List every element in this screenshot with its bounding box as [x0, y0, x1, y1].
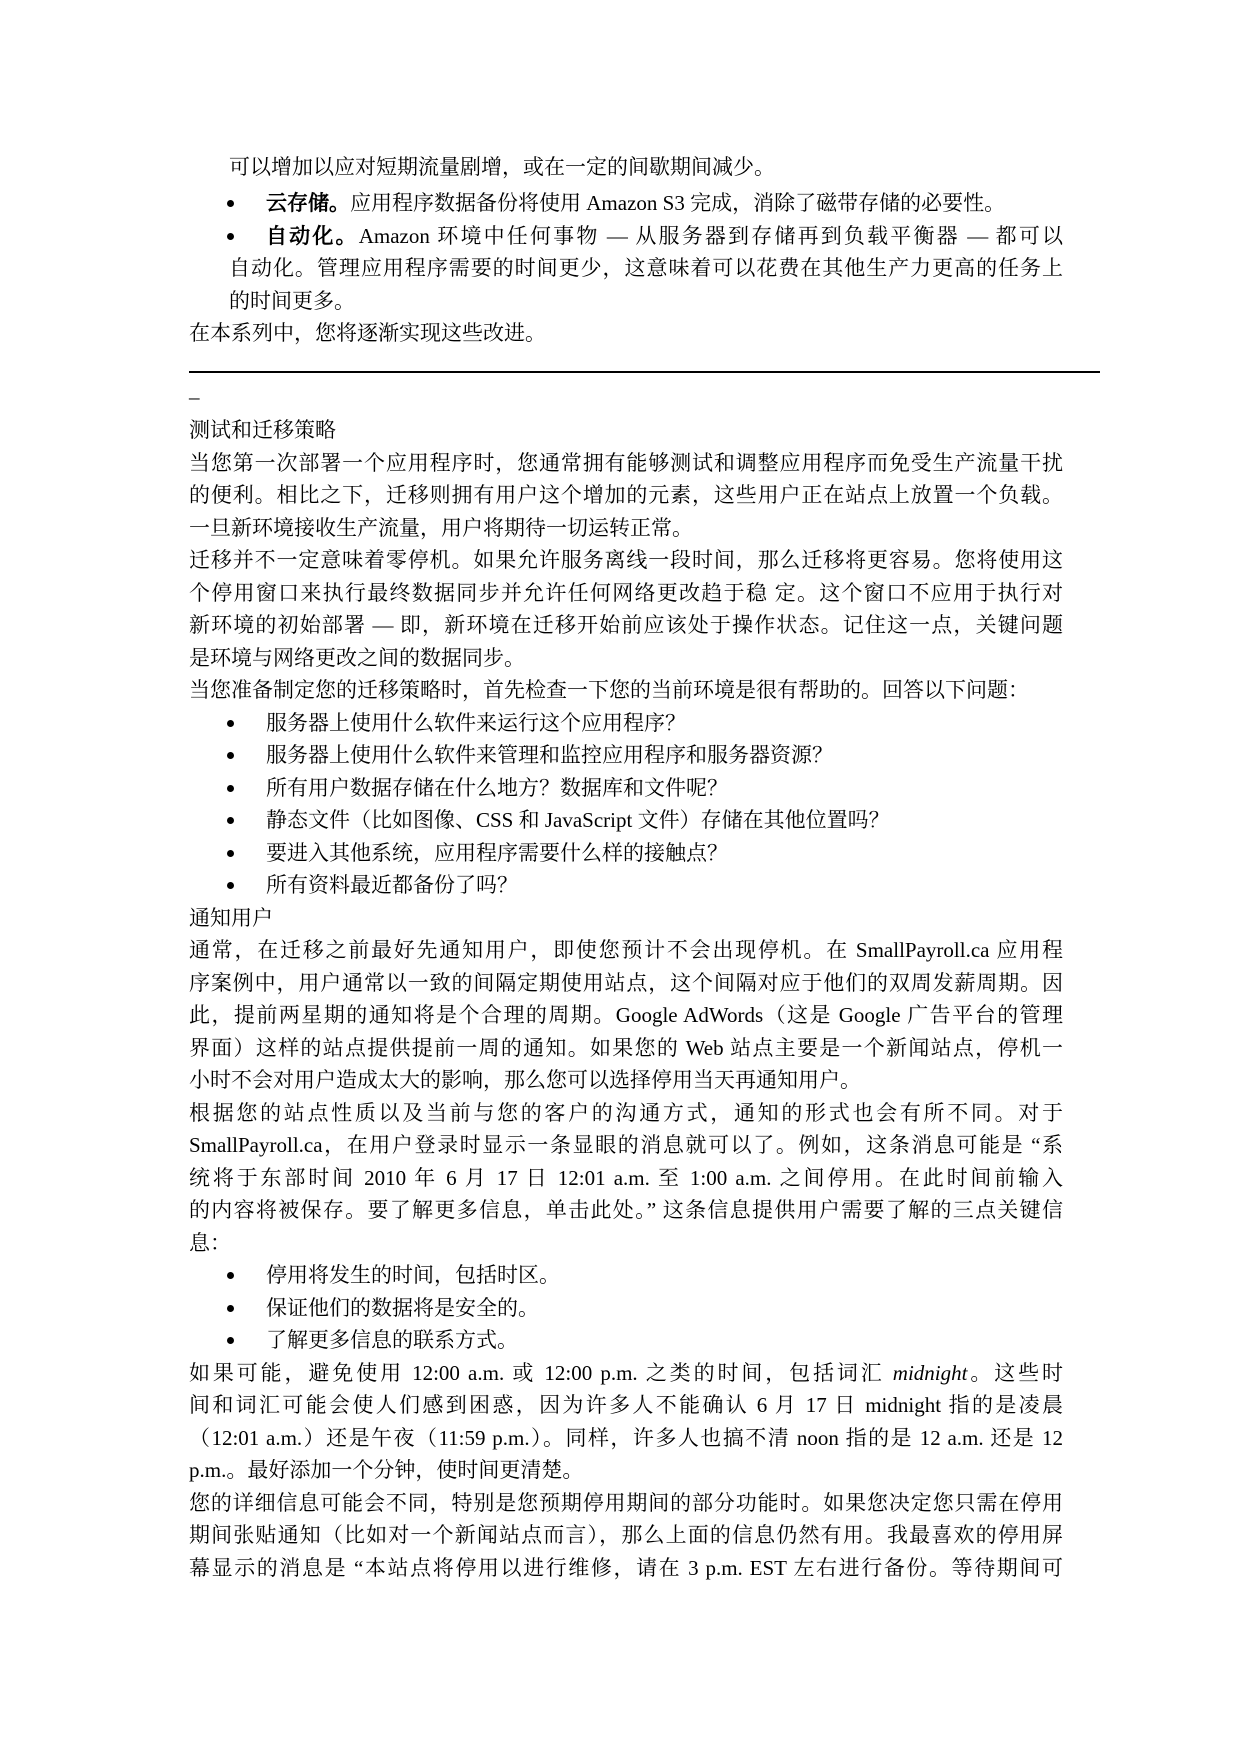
- main-section: [189, 414, 1063, 1584]
- paragraph-line: 的内容将被保存。要了解更多信息，单击此处。” 这条信息提供用户需要了解的三点关键信: [189, 1198, 1063, 1222]
- list-item: [189, 869, 1063, 902]
- text-run: 如果可能，避免使用 12:00 a.m. 或 12:00 p.m. 之类的时间，包括词汇: [189, 1360, 893, 1385]
- bullet-icon: [227, 850, 234, 857]
- paragraph-line: 的便利。相比之下，迁移则拥有用户这个增加的元素，这些用户正在站点上放置一个负载。: [189, 483, 1063, 507]
- paragraph-line: 幕显示的消息是 “本站点将停用以进行维修，请在 3 p.m. EST 左右进行备份。等待期间可: [189, 1555, 1063, 1580]
- bullet-icon: [227, 720, 234, 727]
- paragraph-line: 界面）这样的站点提供提前一周的通知。如果您的 Web 站点主要是一个新闻站点，停机一: [189, 1035, 1063, 1060]
- paragraph-line: 是环境与网络更改之间的数据同步。: [189, 645, 525, 670]
- paragraph-line: 当您第一次部署一个应用程序时，您通常拥有能够测试和调整应用程序而免受生产流量干扰: [189, 450, 1063, 475]
- paragraph-line: 统将于东部时间 2010 年 6 月 17 日 12:01 a.m. 至 1:00 a.m. 之间停用。在此时间前输入: [189, 1165, 1063, 1190]
- list-item-text: 服务器上使用什么软件来管理和监控应用程序和服务器资源？: [266, 743, 833, 767]
- list-item: [189, 772, 1063, 805]
- section-heading: 通知用户: [189, 905, 273, 930]
- list-item: [189, 1292, 1063, 1325]
- list-item-text: 所有资料最近都备份了吗？: [266, 873, 518, 897]
- list-item-automation: [189, 220, 1063, 253]
- paragraph-line: 新环境的初始部署 — 即，新环境在迁移开始前应该处于操作状态。记住这一点，关键问题: [189, 613, 1063, 637]
- paragraph-line: [189, 1357, 1063, 1390]
- list-item-text: 要进入其他系统，应用程序需要什么样的接触点？: [266, 840, 728, 865]
- bullet-icon: [227, 1337, 234, 1344]
- paragraph-line: 一旦新环境接收生产流量，用户将期待一切运转正常。: [189, 515, 693, 540]
- italic-term: midnight: [892, 1360, 968, 1385]
- list-item-text: 停用将发生的时间，包括时区。: [266, 1263, 560, 1287]
- bullet-icon: [227, 817, 234, 824]
- anchor-mark: _: [189, 378, 200, 402]
- paragraph-line: 通常，在迁移之前最好先通知用户，即使您预计不会出现停机。在 SmallPayroll.ca 应用程: [189, 938, 1063, 962]
- paragraph-line: 在本系列中，您将逐渐实现这些改进。: [189, 321, 546, 345]
- paragraph-line: SmallPayroll.ca，在用户登录时显示一条显眼的消息就可以了。例如，这条消息可能是 “系: [189, 1133, 1063, 1157]
- paragraph-line: 序案例中，用户通常以一致的间隔定期使用站点，这个间隔对应于他们的双周发薪周期。因: [189, 970, 1063, 995]
- text-run: 。这些时: [967, 1360, 1063, 1385]
- list-item: [189, 1324, 1063, 1357]
- list-item-text: 应用程序数据备份将使用 Amazon S3 完成，消除了磁带存储的必要性。: [350, 191, 1006, 215]
- paragraph-line: 个停用窗口来执行最终数据同步并允许任何网络更改趋于稳 定。这个窗口不应用于执行对: [189, 580, 1063, 605]
- paragraph-line: 迁移并不一定意味着零停机。如果允许服务离线一段时间，那么迁移将更容易。您将使用这: [189, 548, 1063, 572]
- list-item: [189, 707, 1063, 740]
- paragraph-line: 小时不会对用户造成太大的影响，那么您可以选择停用当天再通知用户。: [189, 1068, 861, 1092]
- list-item-text: 所有用户数据存储在什么地方？数据库和文件呢？: [266, 775, 728, 800]
- list-item-term: 云存储。: [266, 191, 350, 215]
- horizontal-rule: [189, 371, 1100, 373]
- list-item-continuation: 的时间更多。: [229, 288, 355, 313]
- paragraph-line: 期间张贴通知（比如对一个新闻站点而言），那么上面的信息仍然有用。我最喜欢的停用屏: [189, 1523, 1063, 1547]
- bullet-icon: [227, 233, 234, 240]
- paragraph-line: 您的详细信息可能会不同，特别是您预期停用期间的部分功能时。如果您决定您只需在停用: [189, 1490, 1063, 1515]
- bullet-continuation-line: 可以增加以应对短期流量剧增，或在一定的间歇期间减少。: [229, 155, 775, 179]
- bullet-icon: [227, 882, 234, 889]
- paragraph-line: （12:01 a.m.）还是午夜（11:59 p.m.）。同样，许多人也搞不清 noon 指的是 12 a.m. 还是 12: [189, 1425, 1063, 1450]
- intro-section: [189, 151, 1063, 350]
- list-item: [189, 837, 1063, 870]
- paragraph-line: 此，提前两星期的通知将是个合理的周期。Google AdWords（这是 Google 广告平台的管理: [189, 1003, 1063, 1027]
- bullet-icon: [227, 200, 234, 207]
- list-item-continuation: 自动化。管理应用程序需要的时间更少，这意味着可以花费在其他生产力更高的任务上: [229, 256, 1063, 280]
- paragraph-line: p.m.。最好添加一个分钟，使时间更清楚。: [189, 1458, 584, 1482]
- list-item-text: 服务器上使用什么软件来运行这个应用程序？: [266, 710, 686, 735]
- paragraph-line: 根据您的站点性质以及当前与您的客户的沟通方式，通知的形式也会有所不同。对于: [189, 1100, 1063, 1125]
- list-item-text: Amazon 环境中任何事物 — 从服务器到存储再到负载平衡器 — 都可以: [358, 223, 1063, 248]
- list-item-cloud-storage: [189, 187, 1063, 220]
- paragraph-line: 息：: [189, 1230, 231, 1255]
- paragraph-line: 当您准备制定您的迁移策略时，首先检查一下您的当前环境是很有帮助的。回答以下问题：: [189, 678, 1029, 702]
- list-item-text: 了解更多信息的联系方式。: [266, 1328, 518, 1352]
- bullet-icon: [227, 752, 234, 759]
- list-item-term: 自动化。: [266, 223, 359, 248]
- bullet-icon: [227, 785, 234, 792]
- list-item-text: 保证他们的数据将是安全的。: [266, 1295, 539, 1320]
- bullet-icon: [227, 1305, 234, 1312]
- list-item-text: 静态文件（比如图像、CSS 和 JavaScript 文件）存储在其他位置吗？: [266, 808, 890, 832]
- bullet-icon: [227, 1272, 234, 1279]
- section-heading: 测试和迁移策略: [189, 418, 336, 442]
- list-item: [189, 739, 1063, 772]
- list-item: [189, 804, 1063, 837]
- list-item: [189, 1259, 1063, 1292]
- paragraph-line: 间和词汇可能会使人们感到困惑，因为许多人不能确认 6 月 17 日 midnight 指的是凌晨: [189, 1393, 1063, 1417]
